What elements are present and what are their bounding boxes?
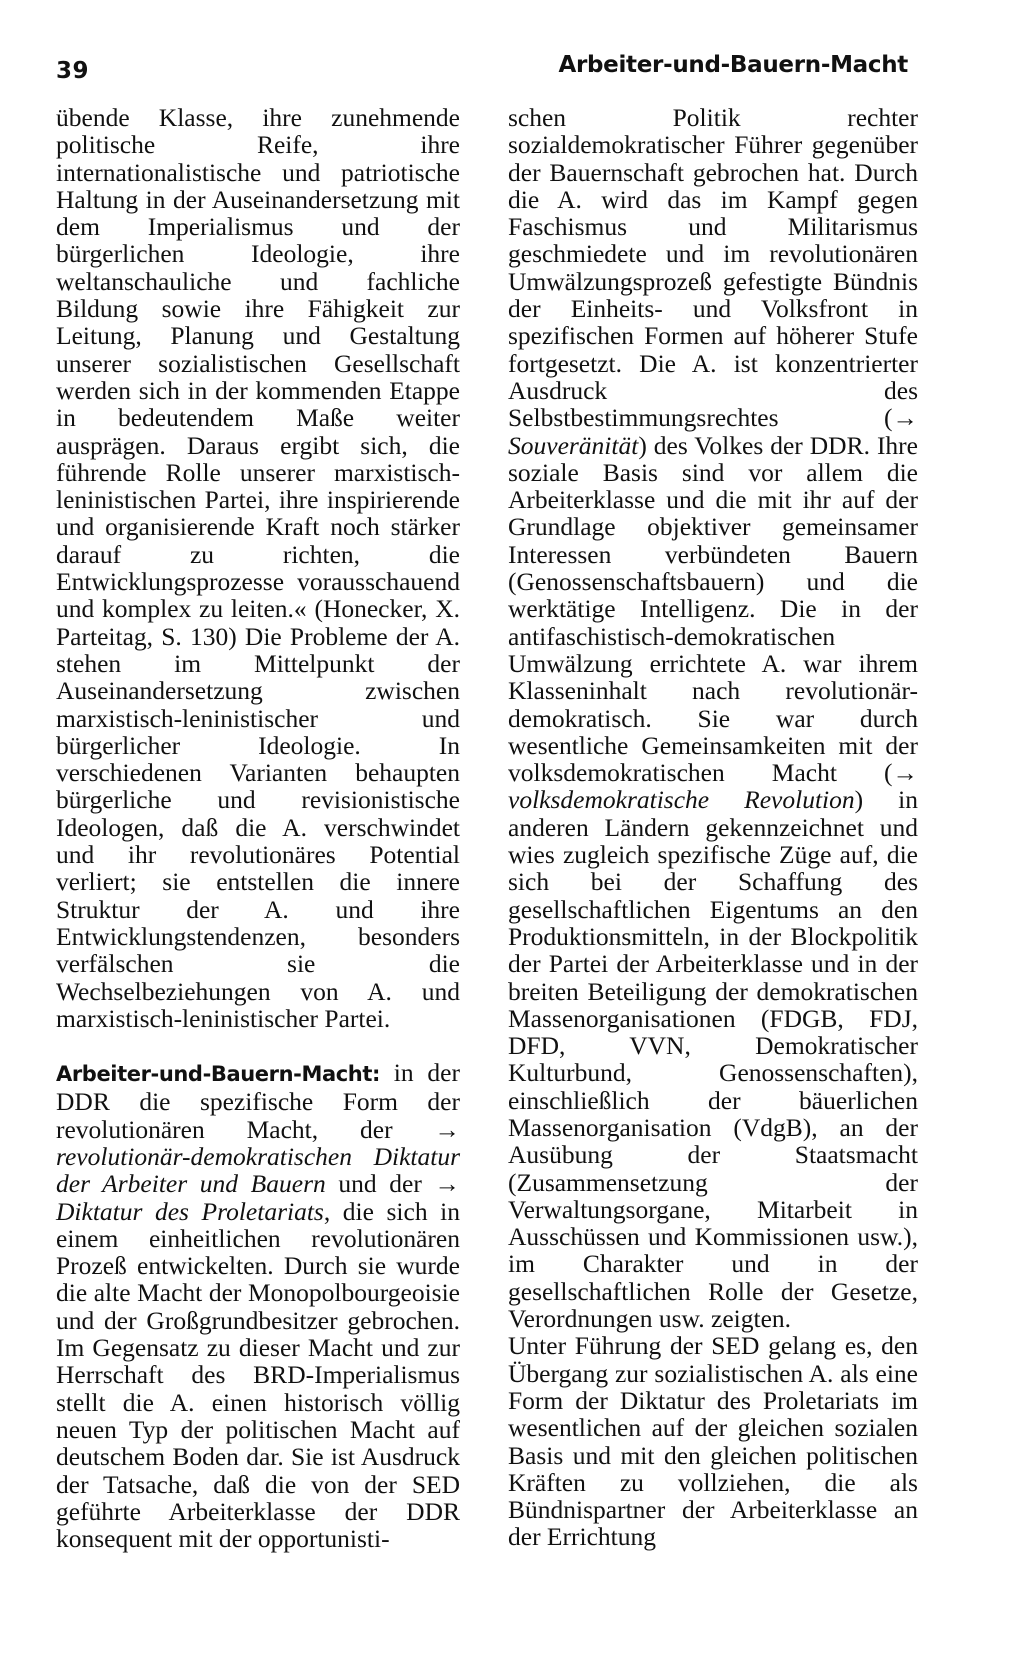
right-column <box>508 104 918 1551</box>
body-paragraph <box>508 104 918 1332</box>
dictionary-entry <box>56 1059 460 1552</box>
cross-reference-link[interactable]: revolutionär-demokratischen Diktatur der Arbeiter und Bauern <box>56 1141 460 1199</box>
body-paragraph: Unter Führung der SED gelang es, den Übergang zur sozialistischen A. als eine Form der Diktatur des Proletariats im wesentlichen auf der gleichen sozialen Basis und mit den gleichen politischen Kräften zu vollziehen, die als Bündnispartner der Arbeiterklasse an der Errichtung <box>508 1331 918 1552</box>
cross-reference-arrow-icon: → <box>434 1114 460 1144</box>
cross-reference-arrow-icon: → <box>892 758 918 788</box>
body-text: ) des Volkes der DDR. Ihre soziale Basis sind vor allem die Arbeiterklasse und die mit ihr auf der Grundlage objektiver gemeinsamer Interessen verbündeten Bauern (Genossenschaftsbauern) und die werktätige Intelligenz. Die in der antifaschistisch-demokratischen Umwälzung errichtete A. war ihrem Klasseninhalt nach revolutionär-demokratisch. Sie war durch wesentliche Gemeinsamkeiten mit der volksdemokratischen Macht ( <box>508 430 918 788</box>
entry-text: in der DDR die spezifische Form der revolutionären Macht, der <box>56 1058 460 1144</box>
continuation-paragraph: übende Klasse, ihre zunehmende politische Reife, ihre internationalistische und patriotische Haltung in der Auseinandersetzung mit dem Imperialismus und der bürgerlichen Ideologie, ihre weltanschauliche und fachliche Bildung sowie ihre Fähigkeit zur Leitung, Planung und Gestaltung unserer sozialistischen Gesellschaft werden sich in der kommenden Etappe in bedeutendem Maße weiter ausprägen. Daraus ergibt sich, die führende Rolle unserer marxistisch-leninistischen Partei, ihre inspirierende und organisierende Kraft noch stärker darauf zu richten, die Entwicklungsprozesse vorausschauend und komplex zu leiten.« (Honecker, X. Parteitag, S. 130) Die Probleme der A. stehen im Mittelpunkt der Auseinandersetzung zwischen marxistisch-leninistischer und bürgerlicher Ideologie. In verschiedenen Varianten behaupten bürgerliche und revisionistische Ideologen, daß die A. verschwindet und ihr revolutionäres Potential verliert; sie entstellen die innere Struktur der A. und ihre Entwicklungstendenzen, besonders verfälschen sie die Wechselbeziehungen von A. und marxistisch-leninistischer Partei. <box>56 103 460 1033</box>
cross-reference-link[interactable]: volksdemokratische Revolution <box>508 785 855 815</box>
page-number: 39 <box>56 58 90 84</box>
cross-reference-link[interactable]: Diktatur des Proletariats <box>56 1196 324 1226</box>
left-column <box>56 104 460 1552</box>
body-text: ) in anderen Ländern gekennzeichnet und wies zugleich spezifische Züge auf, die sich bei der Schaffung des gesellschaftlichen Eigentums an den Produktionsmitteln, in der Blockpolitik der Partei der Arbeiterklasse und in der breiten Beteiligung der demokratischen Massenorganisationen (FDGB, FDJ, DFD, VVN, Demokratischer Kulturbund, Genossenschaften), einschließlich der bäuerlichen Massenorganisation (VdgB), an der Ausübung der Staatsmacht (Zusammensetzung der Verwaltungsorgane, Mitarbeit in Ausschüssen und Kommissionen usw.), im Charakter und in der gesellschaftlichen Rolle der Gesetze, Verordnungen usw. zeigten. <box>508 785 918 1334</box>
entry-text: und der <box>325 1169 435 1199</box>
cross-reference-link[interactable]: Souveränität <box>508 430 639 460</box>
entry-headword: Arbeiter-und-Bauern-Macht: <box>56 1062 380 1087</box>
cross-reference-arrow-icon: → <box>434 1169 460 1199</box>
running-head: Arbeiter-und-Bauern-Macht <box>558 52 908 78</box>
body-text: schen Politik rechter sozialdemokratischer Führer gegenüber der Bauernschaft gebrochen hat. Durch die A. wird das im Kampf gegen Faschismus und Militarismus geschmiedete und im revolutionären Umwälzungsprozeß gefestigte Bündnis der Einheits- und Volksfront in spezifischen Formen auf höherer Stufe fortgesetzt. Die A. ist konzentrierter Ausdruck des Selbstbestimmungsrechtes ( <box>508 103 918 433</box>
entry-text: , die sich in einem einheitlichen revolutionären Prozeß entwickelten. Durch sie wurde die alte Macht der Monopolbourgeoisie und der Großgrundbesitzer gebrochen. Im Gegensatz zu dieser Macht und zur Herrschaft des BRD-Imperialismus stellt die A. einen historisch völlig neuen Typ der politischen Macht auf deutschem Boden dar. Sie ist Ausdruck der Tatsache, daß die von der SED geführte Arbeiterklasse der DDR konsequent mit der opportunisti- <box>56 1196 460 1554</box>
cross-reference-arrow-icon: → <box>892 403 918 433</box>
